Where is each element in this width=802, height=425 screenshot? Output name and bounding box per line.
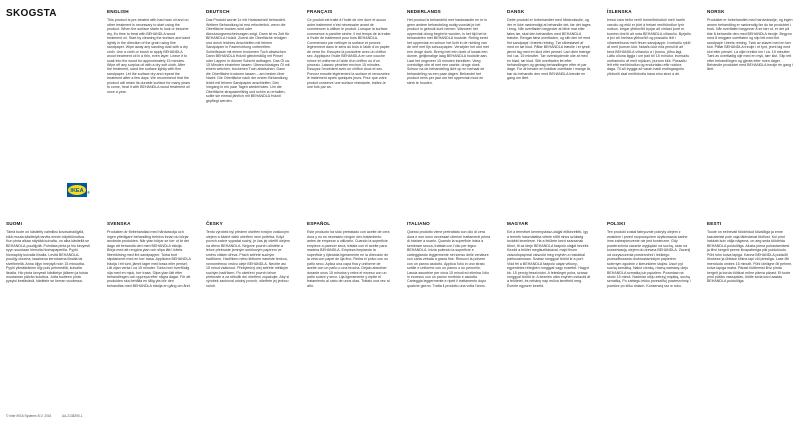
section-title: DEUTSCH — [206, 9, 230, 14]
section-text: Toode on eelnevalt töödeldud kõvaõliga ja enne kasutamist pole vaja täiendavat töötlust. Kui pind hakkab kuiv välja nägema, on aeg seda töödelda BEHANDLA puiduõliga. Alusta pinna puhastamisest ja lihvi kergelt peene liivapaberiga piki puidukiudu. Pühi tolm kuiva lapiga. Kanna BEHANDLA puiduõli õhukese ja ühtlase kihina lapi või pintsliga. Lase õlil imenduda umbes 15 minutit. Pühi üleliigne õli pehme, kuiva lapiga maha. Pärast töötlemist lihvi pinda kergelt ja korda töötlust mõne päeva pärast. Et toote pind püsiks vastupidav, töötle seda kord aastas BEHANDLA puiduõliga. — [707, 230, 793, 284]
section-text: Este producto ha sido pretratado con aceite de cera dura y no es necesario ningún otro tratamiento antes de empezar a utilizarlo. Cuando la superficie empiece a parecer seca, trátala con el aceite para madera BEHANDLA. Empieza limpiando la superficie y lijándola ligeramente en la dirección de la veta con papel de lija fino. Retira el polvo con un paño seco. Aplica una capa fina y uniforme de aceite con un paño o una brocha. Déjalo absorber durante unos 15 minutos y retira el exceso con un paño suave y seco. Lija ligeramente y repite el tratamiento al cabo de unos días. Trátalo una vez al año. — [307, 230, 390, 288]
section-title: ENGLISH — [107, 9, 129, 14]
section-title: ČESKY — [206, 221, 223, 226]
ikea-logo-text: IKEA — [70, 188, 84, 194]
section-text: Ce produit est traité à l'huile de cire dure et aucun autre traitement n'est nécessaire avant de commencer à utiliser le produit. Lorsque la surface commence à paraître sèche, il est temps de la traiter à l'huile de traitement pour bois BEHANDLA. Commencez par nettoyer la surface et poncez légèrement dans le sens du bois à l'aide d'un papier de verre fin. Essuyez la poussière avec un chiffon sec. Appliquez l'huile BEHANDLA en une couche mince et uniforme à l'aide d'un chiffon ou d'un pinceau. Laissez pénétrer environ 15 minutes. Essuyez l'excédent avec un chiffon doux et sec. Poncez ensuite légèrement la surface et renouvelez le traitement après quelques jours. Pour que votre produit conserve une surface résistante, traitez-le une fois par an. — [307, 18, 391, 90]
section-text: Das Produkt wurde 1x mit Hartwachsöl behandelt. Weitere Behandlung ist erst erforderlich, wenn die Oberfläche trocken wird oder Abnutzungserscheinungen zeigt. Dann ist es Zeit für BEHANDLA Holzöl. Zuerst die Oberfläche reinigen und durch leichtes Anschleifen mit feinem Sandpapier in Faserrichtung vorbereiten. Schleifstaub mit einem trockenen Tuch abwischen. Dann BEHANDLA Holzöl gleichmäßig mit Pinsel oder Lappen in dünner Schicht auftragen. Das Öl ca. 15 Minuten einziehen lassen. Überschüssiges Öl mit einem weichen, trockenen Tuch abwischen. Dann die Oberfläche trocknen lassen – am besten über Nacht. Die Oberfläche nach der ersten Behandlung leicht mit feinem Sandpapier anschleifen. Den Vorgang in ein paar Tagen wiederholen. Um die Oberfläche strapazierfähig und schön zu erhalten, sollte sie einmal jährlich mit BEHANDLA Holzöl gepflegt werden. — [206, 18, 290, 103]
section-title: SVENSKA — [107, 221, 131, 226]
section-espanol — [307, 222, 391, 288]
product-name: SKOGSTA — [6, 8, 57, 19]
section-dansk — [507, 10, 591, 81]
section-title: ITALIANO — [407, 221, 430, 226]
section-title: SUOMI — [6, 221, 23, 226]
section-polski — [607, 222, 691, 288]
section-title: MAGYAR — [507, 221, 529, 226]
section-title: POLSKI — [607, 221, 626, 226]
section-text: Ten produkt został fabrycznie pokryty olejem z woskiem i przed rozpoczęciem użytkowania żadne inne zabezpieczenie nie jest konieczne. Gdy powierzchnia zacznie wyglądać na suchą, czas na konserwację olejem do drewna BEHANDLA. Zacznij od oczyszczenia powierzchni i lekkiego przeszlifowania drobnoziarnistym papierem ściernym zgodnie z kierunkiem słojów. Usuń pył suchą szmatką. Nałóż cienką, równą warstwę oleju BEHANDLA szmatką lub pędzlem. Pozostaw na około 15 minut. Nadmiar oleju zetrzyj miękką, suchą szmatką. Po zabiegu lekko przeszlifuj powierzchnię i powtórz po kilku dniach. Konserwuj raz w roku. — [607, 230, 691, 288]
section-text: Het product is behandeld met hardwasolie en er is geen andere behandeling nodig voordat je het product in gebruik kunt nemen. Wanneer het oppervlak droog begint te worden, is het tijd het te behandelen met BEHANDLA houtolie. Reinig eerst het oppervlak en schuur het licht in de richting van de nerf met fijn schuurpapier. Verwijder het stof met een droge doek. Breng met een doek of kwast een dunne, gelijkmatige laag BEHANDLA houtolie aan. Laat het ongeveer 15 minuten intrekken. Veeg overtollige olie af met een zachte, droge doek. Schuur na de behandeling licht op en herhaal de behandeling na een paar dagen. Behandel het product eens per jaar om het oppervlak mooi en sterk te houden. — [407, 18, 489, 85]
section-nederlands — [407, 10, 491, 85]
section-title: NEDERLANDS — [407, 9, 441, 14]
section-suomi — [6, 222, 90, 284]
section-norsk — [707, 10, 793, 72]
section-italiano — [407, 222, 491, 288]
section-english — [107, 10, 191, 94]
section-title: DANSK — [507, 9, 525, 14]
footer — [6, 414, 93, 418]
section-text: Þessi vara hefur verið formeðhöndluð með harðri vaxolíu og ekki er þörf á frekari meðhöndlun fyrir notkun. Þegar yfirborðið byrjar að virðast þurrt er kominn tími til að nota BEHANDLA viðarolíu. Byrjaðu á því að hreinsa yfirborðið og pússaðu létt í viðarstefnuna með fínum sandpappír. Þurrkaðu rykið af með þurrum klút. Notaðu klút eða pensil til að bera BEHANDLA viðarolíu á í þunnu, jöfnu lagi. Láttu olíuna liggja í um það bil 15 mínútur. Þurrkaðu umframolíu af með mjúkum, þurrum klút. Pússaðu létt eftir meðhöndlun og endurtaktu eftir nokkra daga. Til að tryggja að varan haldi endingargóðu yfirborði skal meðhöndla hana einu sinni á ári. — [607, 18, 691, 76]
section-title: EESTI — [707, 221, 722, 226]
section-cesky — [206, 222, 290, 288]
section-text: Produkten är förbehandlad med hårdvaxolja och ingen ytterligare behandling behövs innan du börjar använda produkten. När ytan börjar se torr ut är det dags att behandla den med BEHANDLA träolja. Börja med att rengöra ytan och slipa lätt i träets fiberriktning med fint sandpapper. Torka bort slipdammet med en torr trasa. Applicera BEHANDLA träolja i ett tunt, jämnt lager med trasa eller pensel. Låt oljan verka i ca 15 minuter. Torka bort överflödig olja med en mjuk, torr trasa. Slipa ytan lätt efter behandlingen och upprepa efter några dagar. För att produkten ska behålla en tålig yta bör den behandlas med BEHANDLA träolja en gång om året. — [107, 230, 191, 288]
ikea-logo — [67, 183, 87, 197]
section-svenska — [107, 222, 191, 288]
section-islenska — [607, 10, 691, 76]
section-text: This product is pre-treated with hard wax oil and no other treatment is necessary to start using the product. When the surface starts to look or become dry, it's time to treat with BEHANDLA wood treatment oil. Start by cleaning the surface and sand lightly in the direction of the grain using fine sandpaper. Wipe away any sanding dust with a dry cloth. Use a cloth or brush to apply BEHANDLA wood treatment oil in a thin, even layer. Leave it to soak into the wood for approximately 15 minutes. Wipe off any surplus oil with a dry soft cloth. After the treatment, sand the surface lightly with fine sandpaper. Let the surface dry and repeat the treatment after a few days. We recommend that the product will retain its durable surface for many years to come, treat it with BEHANDLA wood treatment oil once a year. — [107, 18, 191, 94]
section-title: ESPAÑOL — [307, 221, 331, 226]
section-deutsch — [206, 10, 290, 103]
section-magyar — [507, 222, 591, 288]
section-title: FRANÇAIS — [307, 9, 333, 14]
document-code: AA-2138290-1 — [62, 414, 83, 418]
section-title: ÍSLENSKA — [607, 9, 632, 14]
section-francais — [307, 10, 391, 90]
section-title: NORSK — [707, 9, 725, 14]
copyright: © Inter IKEA Systems B.V. 2016 — [6, 414, 52, 418]
section-text: Questo prodotto viene pretrattato con olio di cera dura e non sono necessari ulteriori trattamenti prima di iniziare a usarlo. Quando la superficie inizia a sembrare secca, trattala con l'olio per legno BEHANDLA. Inizia pulendo la superficie e carteggiando leggermente nel senso delle venature con carta vetrata a grana fine. Rimuovi la polvere con un panno asciutto. Applica l'olio in uno strato sottile e uniforme con un panno o un pennello. Lascia assorbire per circa 15 minuti ed elimina l'olio in eccesso con un panno morbido e asciutto. Carteggia leggermente e ripeti il trattamento dopo qualche giorno. Tratta il prodotto una volta l'anno. — [407, 230, 491, 288]
section-text: Tento výrobek byl předem ošetřen tvrdým voskovým olejem a žádné další ošetření není potřeba. Když povrch začne vypadat suchý, je čas jej ošetřit olejem na dřevo BEHANDLA. Nejprve povrch očistěte a lehce přebruste jemným smirkovým papírem ve směru vláken dřeva. Prach setřete suchým hadříkem. Hadříkem nebo štětcem naneste tenkou, rovnoměrnou vrstvu oleje BEHANDLA. Nechte asi 15 minut vsáknout. Přebytečný olej setřete měkkým suchým hadříkem. Po ošetření povrch lehce přebruste a za několik dní ošetření zopakujte. Aby si výrobek zachoval odolný povrch, ošetřete jej jednou ročně. — [206, 230, 290, 288]
section-text: Produktet er forbehandlet med hardvoksolje, og ingen annen behandling er nødvendig før du tar produktet i bruk. Når overflaten begynner å se tørr ut, er det på tide å behandle den med BEHANDLA treolje. Begynn med å rengjøre overflaten og slip lett med fint sandpapir i treets retning. Tørk av støvet med en tørr klut. Påfør BEHANDLA treolje i et tynt, jevnt lag med klut eller pensel. La oljen trekke inn i ca. 15 minutter. Tørk av overflødig olje med en myk, tørr klut. Slip lett etter behandlingen og gjenta etter noen dager. Behandle produktet med BEHANDLA treolje én gang i året. — [707, 18, 793, 72]
section-text: Ezt a terméket keményviasz-olajjal előkezelték, így a termék használatba vétele előtt nincs szükség további kezelésre. Ha a felülete kezd száraznak tűnni, itt az ideje BEHANDLA faápoló olajjal kezelni. Kezdd a felület megtisztításával, majd finom csiszolópapírral csiszold meg enyhén a rostokkal párhuzamosan. Száraz ronggyal töröld le a port. Vidd fel a BEHANDLA faápoló olajat vékony, egyenletes rétegben ronggyal vagy ecsettel. Hagyd kb. 15 percig beszívódni. A felesleget puha, száraz ronggyal töröld le. A kezelés után enyhén csiszold át a felületet, és néhány nap múlva ismételd meg. Évente egyszer kezeld. — [507, 230, 591, 288]
section-text: Dette produkt er forbehandlet med hårdvoksolie, og der er ikke nødvendigt at behandle det, før det tages i brug. Når overfladen begynder at blive mat eller føles tør, skal den behandles med BEHANDLA træolie. Rengør først overfladen, og slib den let med fint sandpapir i træets retning. Tør slibestøvet af med en tør klud. Påfør BEHANDLA træolie i et tyndt, jævnt lag med en klud eller pensel. Lad olien trænge ind i ca. 15 minutter. Tør overskydende olie af med en blød, tør klud. Slib overfladen let efter behandlingen og gentag behandlingen efter et par dage. For at bevare en holdbar overflade i mange år, bør du behandle den med BEHANDLA træolie en gang om året. — [507, 18, 591, 81]
section-eesti — [707, 222, 793, 284]
section-text: Tämä tuote on käsitelty valmiiksi kovavahaöljyllä, eikä muuta käsittelyä tarvita ennen käyttöönottoa. Kun pinta alkaa näyttää kuivalta, on aika käsitellä se BEHANDLA-puuöljyllä. Puhdista pinta ja hio kevyesti syyn suuntaan hienolla hiomapaperilla. Pyyhi hiomapöly kuivalla liinalla. Levitä BEHANDLA-puuöljy ohuena, tasaisena kerroksena liinalla tai siveltimellä. Anna öljyn imeytyä noin 15 minuuttia. Pyyhi ylimääräinen öljy pois pehmeällä, kuivalla liinalla. Hio pinta kevyesti käsittelyn jälkeen ja toista muutaman päivän kuluttua. Jotta tuotteen pinta pysyisi kestävänä, käsittele se kerran vuodessa. — [6, 230, 90, 284]
registered-mark: ® — [87, 190, 90, 195]
